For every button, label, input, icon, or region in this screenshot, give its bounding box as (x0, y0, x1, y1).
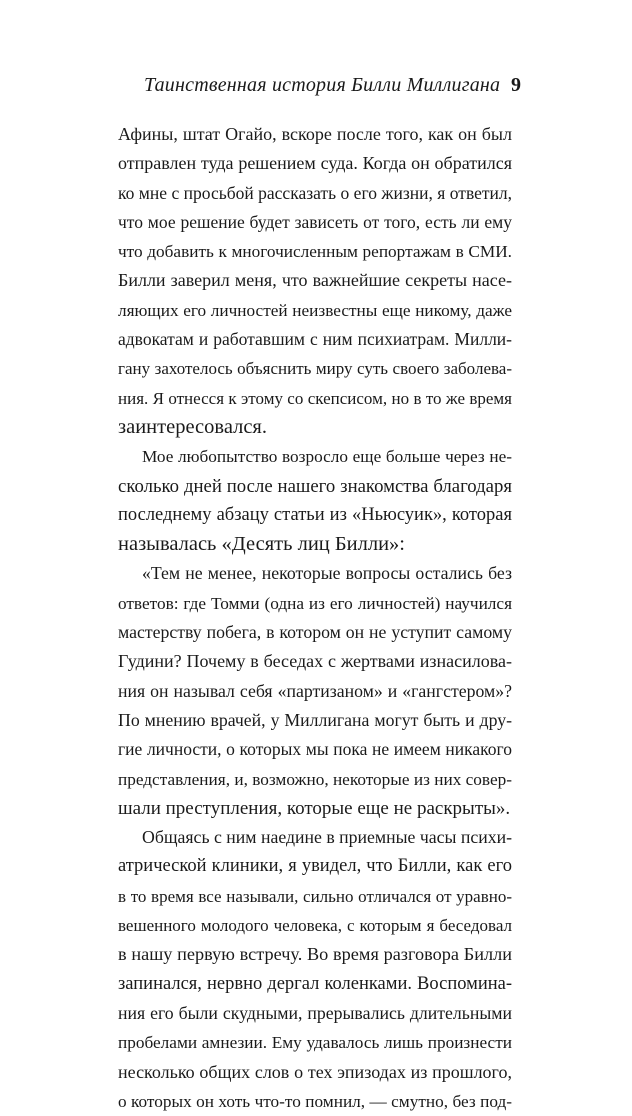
text-line: заинтересовался. (118, 415, 267, 438)
text-line: мастерству побега, в котором он не уступит самому (118, 622, 512, 643)
text-line: несколько общих слов о тех эпизодах из прошлого, (118, 1061, 512, 1082)
text-line: По мнению врачей, у Миллигана могут быть и дру- (118, 709, 512, 730)
text-line: ния он называл себя «партизаном» и «гангстером»? (118, 680, 512, 701)
text-line: атрической клиники, я увидел, что Билли, как его (118, 856, 512, 877)
text-line: адвокатам и работавшим с ним психиатрам. Милли- (118, 329, 512, 350)
text-line: «Тем не менее, некоторые вопросы остались без (142, 563, 512, 584)
text-line: вешенного молодого человека, с которым я беседовал (118, 916, 512, 936)
text-line: что добавить к многочисленным репортажам в СМИ. (118, 242, 512, 262)
text-line: Гудини? Почему в беседах с жертвами изнасилова- (118, 651, 512, 672)
text-line: отправлен туда решением суда. Когда он обратился (118, 153, 512, 174)
text-line: представления, и, возможно, некоторые из них совер- (118, 769, 512, 789)
running-title: Таинственная история Билли Миллигана (144, 74, 501, 96)
page-number: 9 (511, 74, 521, 96)
text-line: что мое решение будет зависеть от того, есть ли ему (118, 211, 512, 232)
text-line: ляющих его личностей неизвестны еще никому, даже (118, 300, 512, 320)
body-text (118, 120, 512, 1116)
text-line: ния его были скудными, прерывались длительными (118, 1002, 512, 1023)
text-line: гану захотелось объяснить миру суть своего заболева- (118, 359, 512, 379)
text-line: в нашу первую встречу. Во время разговора Билли (118, 944, 512, 965)
page-header (0, 74, 632, 104)
text-line: Общаясь с ним наедине в приемные часы психи- (142, 827, 513, 848)
text-line: ко мне с просьбой рассказать о его жизни, я ответил, (118, 182, 512, 203)
text-line: пробелами амнезии. Ему удавалось лишь произнести (118, 1033, 512, 1053)
text-line: сколько дней после нашего знакомства благодаря (118, 475, 512, 497)
text-line: Мое любопытство возросло еще больше через не- (142, 447, 512, 467)
text-line: Билли заверил меня, что важнейшие секреты насе- (118, 270, 512, 291)
text-line: Афины, штат Огайо, вскоре после того, как он был (118, 124, 512, 144)
text-line: последнему абзацу статьи из «Ньюсуик», которая (118, 504, 512, 525)
text-line: шали преступления, которые еще не раскрыты». (118, 797, 511, 819)
text-line: в то время все называли, сильно отличался от уравно- (118, 886, 512, 906)
text-line: о которых он хоть что-то помнил, — смутно, без под- (118, 1091, 512, 1111)
text-line: гие личности, о которых мы пока не имеем никакого (118, 739, 512, 760)
text-line: запинался, нервно дергал коленками. Воспомина- (118, 973, 512, 994)
text-line: ния. Я отнесся к этому со скепсисом, но в то же время (118, 388, 512, 408)
text-line: ответов: где Томми (одна из его личностей) научился (118, 593, 512, 613)
text-line: называлась «Десять лиц Билли»: (118, 533, 405, 556)
